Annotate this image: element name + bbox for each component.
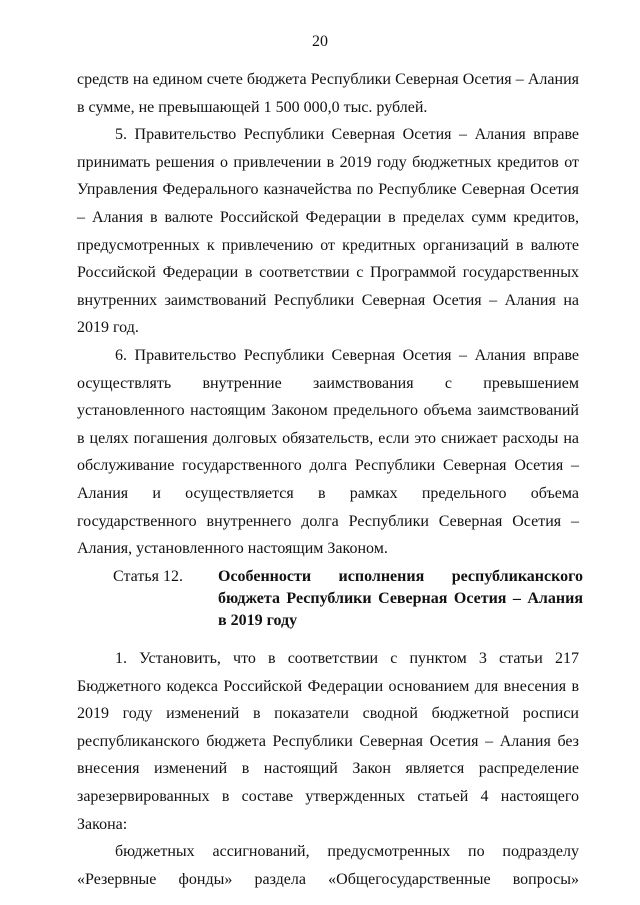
word: фонды» bbox=[178, 870, 233, 888]
word: по bbox=[468, 843, 485, 861]
spread-line bbox=[77, 838, 579, 866]
article-label: Статья 12. bbox=[113, 568, 183, 585]
word: раздела bbox=[254, 870, 306, 888]
paragraph: 5. Правительство Республики Северная Осетия – Алания вправе принимать решения о привлечении в 2019 году бюджетных кредитов от Управления Федерального казначейства по Республике Северная Осетия – Алания в валюте Российской Федерации в пределах сумм кредитов, предусмотренных к привлечению от кредитных организаций в валюте Российской Федерации в соответствии с Программой государственных внутренних заимствований Республики Северная Осетия – Алания на 2019 год. bbox=[77, 126, 579, 337]
body-text-bottom bbox=[77, 645, 579, 893]
paragraph: средств на едином счете бюджета Республики Северная Осетия – Алания в сумме, не превышающей 1 500 000,0 тыс. рублей. bbox=[77, 71, 579, 116]
spread-line bbox=[77, 866, 579, 894]
word: бюджетных bbox=[115, 843, 195, 861]
paragraph: 6. Правительство Республики Северная Осетия – Алания вправе осуществлять внутренние заимствования с превышением установленного настоящим Законом предельного объема заимствований в целях погашения долговых обязательств, если это снижает расходы на обслуживание государственного долга Республики Северная Осетия – Алания и осуществляется в рамках предельного объема государственного внутреннего долга Республики Северная Осетия – Алания, установленного настоящим Законом. bbox=[77, 346, 579, 558]
word: «Общегосударственные bbox=[328, 870, 491, 888]
word: ассигнований, bbox=[212, 843, 310, 861]
body-text-top bbox=[77, 66, 579, 563]
word: «Резервные bbox=[77, 870, 157, 888]
paragraph: 1. Установить, что в соответствии с пунктом 3 статьи 217 Бюджетного кодекса Российской Федерации основанием для внесения в 2019 году изменений в показатели сводной бюджетной росписи республиканского бюджета Республики Северная Осетия – Алания без внесения изменений в настоящий Закон является распределение зарезервированных в составе утвержденных статьей 4 настоящего Закона: bbox=[77, 650, 579, 833]
word: предусмотренных bbox=[327, 843, 451, 861]
word: подразделу bbox=[502, 843, 579, 861]
word: вопросы» bbox=[512, 870, 579, 888]
article-title: Особенности исполнения республиканского бюджета Республики Северная Осетия – Алания в 2019 году bbox=[218, 568, 583, 629]
page-number: 20 bbox=[312, 33, 328, 50]
